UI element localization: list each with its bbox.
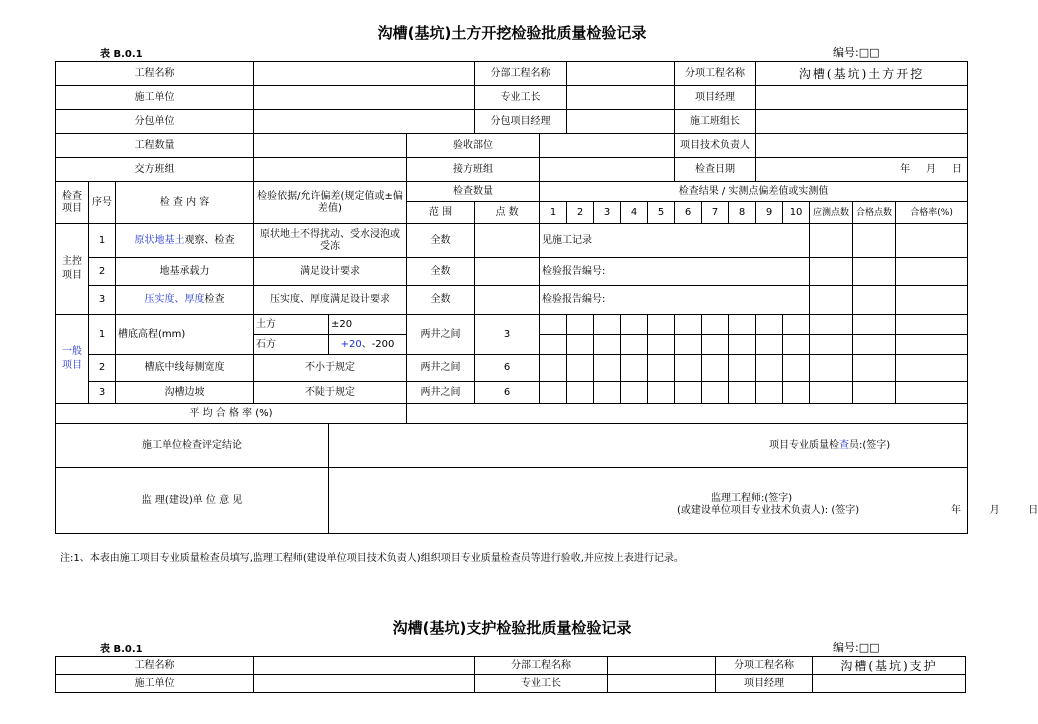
col-num-4: 4 <box>621 202 648 224</box>
result-7[interactable] <box>702 355 729 382</box>
result-2[interactable] <box>567 315 594 335</box>
value-sub-pm[interactable] <box>567 110 675 134</box>
col-qualified: 合格点数 <box>853 202 896 224</box>
content-cell: 地基承载力 <box>116 258 254 286</box>
general-item-row-3 <box>56 382 968 404</box>
general-item-row-1a <box>56 315 968 335</box>
label-team-leader: 施工班组长 <box>675 110 756 134</box>
basis-cell: 不小于规定 <box>254 355 407 382</box>
result-8[interactable] <box>729 335 756 355</box>
record2-form-table <box>55 656 966 693</box>
record2-table-number: 表 B.0.1 <box>100 644 143 655</box>
content-cell: 沟槽边坡 <box>116 382 254 404</box>
record2-title: 沟槽(基坑)支护检验批质量检验记录 <box>392 619 632 637</box>
value-pro-engineer[interactable] <box>567 86 675 110</box>
content-cell: 原状地基土观察、检查 <box>116 224 254 258</box>
rate-cell[interactable] <box>896 335 968 355</box>
range-cell: 两井之间 <box>407 315 475 355</box>
points-cell[interactable] <box>475 258 540 286</box>
avg-pass-rate-value[interactable] <box>407 404 968 424</box>
result-7[interactable] <box>702 315 729 335</box>
points-cell[interactable] <box>475 286 540 315</box>
result-3[interactable] <box>594 355 621 382</box>
qualified-cell[interactable] <box>853 286 896 315</box>
result-6[interactable] <box>675 315 702 335</box>
label-handover-team: 交方班组 <box>56 158 254 182</box>
label-sub-project: 分部工程名称 <box>475 62 567 86</box>
col-seq: 序号 <box>89 182 116 224</box>
basis-cell: 压实度、厚度满足设计要求 <box>254 286 407 315</box>
seq-cell: 2 <box>89 355 116 382</box>
value-team-leader[interactable] <box>756 110 968 134</box>
sign-date: 年 月 日 <box>951 505 1038 516</box>
result-8[interactable] <box>729 382 756 404</box>
qualified-cell[interactable] <box>853 315 896 335</box>
supervisor-opinion-value[interactable] <box>329 468 1038 534</box>
header-row-2 <box>56 86 968 110</box>
result-6[interactable] <box>675 335 702 355</box>
result-9[interactable] <box>756 315 783 335</box>
result-3[interactable] <box>594 335 621 355</box>
result-4[interactable] <box>621 382 648 404</box>
owner-sign: (或建设单位项目专业技术负责人): (签字) <box>677 505 860 516</box>
value-pm[interactable] <box>756 86 968 110</box>
result-cell[interactable]: 检验报告编号: <box>540 286 810 315</box>
table-number: 表 B.0.1 <box>100 49 143 60</box>
result-7[interactable] <box>702 335 729 355</box>
col-check-item: 检查项目 <box>56 182 89 224</box>
label-quantity: 工程数量 <box>56 134 254 158</box>
should-cell[interactable] <box>810 315 853 335</box>
supervisor-opinion-row <box>56 468 968 534</box>
result-9[interactable] <box>756 355 783 382</box>
col-num-10: 10 <box>783 202 810 224</box>
value-pro-engineer[interactable] <box>608 675 716 693</box>
record2-code-label: 编号:□□ <box>833 641 880 654</box>
label-pm: 项目经理 <box>716 675 813 693</box>
col-check-qty: 检查数量 <box>407 182 540 202</box>
result-1[interactable] <box>540 382 567 404</box>
value-project-name[interactable] <box>254 657 475 675</box>
points-cell[interactable] <box>475 224 540 258</box>
general-item-row-2 <box>56 355 968 382</box>
seq-cell: 3 <box>89 382 116 404</box>
col-content: 检 查 内 容 <box>116 182 254 224</box>
value-sub-project[interactable] <box>608 657 716 675</box>
result-cell[interactable]: 见施工记录 <box>540 224 810 258</box>
result-9[interactable] <box>756 335 783 355</box>
header-row-5 <box>56 158 968 182</box>
range-cell: 全数 <box>407 286 475 315</box>
label-pro-engineer: 专业工长 <box>475 86 567 110</box>
record2-row-1 <box>56 657 966 675</box>
qualified-cell[interactable] <box>853 224 896 258</box>
result-5[interactable] <box>648 382 675 404</box>
result-1[interactable] <box>540 355 567 382</box>
should-cell[interactable] <box>810 286 853 315</box>
builder-conclusion-row <box>56 424 968 468</box>
should-cell[interactable] <box>810 382 853 404</box>
label-accept-part: 验收部位 <box>407 134 540 158</box>
seq-cell: 1 <box>89 315 116 355</box>
result-10[interactable] <box>783 382 810 404</box>
col-num-5: 5 <box>648 202 675 224</box>
points-cell: 3 <box>475 315 540 355</box>
range-cell: 两井之间 <box>407 355 475 382</box>
main-item-row-3 <box>56 286 968 315</box>
result-1[interactable] <box>540 335 567 355</box>
builder-conclusion-label: 施工单位检查评定结论 <box>56 424 329 468</box>
seq-cell: 1 <box>89 224 116 258</box>
label-item-project: 分项工程名称 <box>675 62 756 86</box>
points-cell: 6 <box>475 382 540 404</box>
value-handover-team[interactable] <box>254 158 407 182</box>
soil-label: 土方 <box>254 315 329 335</box>
col-range: 范 围 <box>407 202 475 224</box>
range-cell: 全数 <box>407 224 475 258</box>
builder-conclusion-value[interactable]: 项目专业质量检查员:(签字) <box>329 424 968 468</box>
value-pm[interactable] <box>813 675 966 693</box>
date-day: 日 <box>951 163 962 175</box>
range-cell: 全数 <box>407 258 475 286</box>
points-cell: 6 <box>475 355 540 382</box>
main-item-row-1 <box>56 224 968 258</box>
code-label: 编号:□□ <box>833 46 880 59</box>
record2-row-2 <box>56 675 966 693</box>
label-project-name: 工程名称 <box>56 657 254 675</box>
result-2[interactable] <box>567 335 594 355</box>
result-6[interactable] <box>675 355 702 382</box>
qualified-cell[interactable] <box>853 258 896 286</box>
general-group-label: 一般项目 <box>56 315 89 404</box>
result-10[interactable] <box>783 315 810 335</box>
result-cell[interactable]: 检验报告编号: <box>540 258 810 286</box>
result-5[interactable] <box>648 315 675 335</box>
label-builder: 施工单位 <box>56 675 254 693</box>
label-pm: 项目经理 <box>675 86 756 110</box>
result-2[interactable] <box>567 355 594 382</box>
rock-label: 石方 <box>254 335 329 355</box>
header-row-4 <box>56 134 968 158</box>
qualified-cell[interactable] <box>853 382 896 404</box>
result-1[interactable] <box>540 315 567 335</box>
result-10[interactable] <box>783 355 810 382</box>
label-subcontractor: 分包单位 <box>56 110 254 134</box>
label-pro-engineer: 专业工长 <box>475 675 608 693</box>
label-project-name: 工程名称 <box>56 62 254 86</box>
col-results: 检查结果 / 实测点偏差值或实测值 <box>540 182 968 202</box>
result-5[interactable] <box>648 355 675 382</box>
rate-cell[interactable] <box>896 355 968 382</box>
qualified-cell[interactable] <box>853 355 896 382</box>
inspection-form-table <box>55 61 1038 534</box>
col-should-measure: 应测点数 <box>810 202 853 224</box>
result-3[interactable] <box>594 382 621 404</box>
basis-cell: 原状地土不得扰动、受水浸泡或受冻 <box>254 224 407 258</box>
result-10[interactable] <box>783 335 810 355</box>
rate-cell[interactable] <box>896 286 968 315</box>
rate-cell[interactable] <box>896 258 968 286</box>
value-item-project[interactable]: 沟槽(基坑)支护 <box>813 657 966 675</box>
result-3[interactable] <box>594 315 621 335</box>
value-tech-lead[interactable] <box>756 134 968 158</box>
main-item-row-2 <box>56 258 968 286</box>
col-num-3: 3 <box>594 202 621 224</box>
qualified-cell[interactable] <box>853 335 896 355</box>
col-points: 点 数 <box>475 202 540 224</box>
value-sub-project[interactable] <box>567 62 675 86</box>
result-8[interactable] <box>729 355 756 382</box>
result-7[interactable] <box>702 382 729 404</box>
col-num-1: 1 <box>540 202 567 224</box>
value-check-date[interactable] <box>756 158 968 182</box>
result-4[interactable] <box>621 315 648 335</box>
result-9[interactable] <box>756 382 783 404</box>
seq-cell: 2 <box>89 258 116 286</box>
value-receive-team[interactable] <box>540 158 675 182</box>
result-2[interactable] <box>567 382 594 404</box>
value-builder[interactable] <box>254 86 475 110</box>
value-builder[interactable] <box>254 675 475 693</box>
rate-cell[interactable] <box>896 382 968 404</box>
col-pass-rate: 合格率(%) <box>896 202 968 224</box>
footnote: 注:1、本表由施工项目专业质量检查员填写,监理工程师(建设单位项目技术负责人)组织项目专业质量检查员等进行验收,并应按上表进行记录。 <box>60 553 684 564</box>
header-row-1 <box>56 62 968 86</box>
supervisor-sign: 监理工程师:(签字) <box>711 493 793 504</box>
label-receive-team: 接方班组 <box>407 158 540 182</box>
result-6[interactable] <box>675 382 702 404</box>
label-sub-project: 分部工程名称 <box>475 657 608 675</box>
content-cell: 压实度、厚度检查 <box>116 286 254 315</box>
result-5[interactable] <box>648 335 675 355</box>
seq-cell: 3 <box>89 286 116 315</box>
should-cell[interactable] <box>810 258 853 286</box>
date-year: 年 <box>900 163 911 175</box>
value-accept-part[interactable] <box>540 134 675 158</box>
content-cell: 槽底中线每侧宽度 <box>116 355 254 382</box>
label-check-date: 检查日期 <box>675 158 756 182</box>
result-4[interactable] <box>621 355 648 382</box>
label-builder: 施工单位 <box>56 86 254 110</box>
label-tech-lead: 项目技术负责人 <box>675 134 756 158</box>
result-8[interactable] <box>729 315 756 335</box>
col-basis: 检验依据/允许偏差(规定值或±偏差值) <box>254 182 407 224</box>
label-sub-pm: 分包项目经理 <box>475 110 567 134</box>
supervisor-opinion-label: 监 理(建设)单 位 意 见 <box>56 468 329 534</box>
header-row-3 <box>56 110 968 134</box>
record-title: 沟槽(基坑)土方开挖检验批质量检验记录 <box>377 24 647 42</box>
value-quantity[interactable] <box>254 134 407 158</box>
rate-cell[interactable] <box>896 224 968 258</box>
should-cell[interactable] <box>810 224 853 258</box>
basis-cell: 满足设计要求 <box>254 258 407 286</box>
rate-cell[interactable] <box>896 315 968 335</box>
columns-header-row-1 <box>56 182 968 202</box>
avg-pass-rate-label: 平 均 合 格 率 (%) <box>56 404 407 424</box>
label-item-project: 分项工程名称 <box>716 657 813 675</box>
date-month: 月 <box>926 163 937 175</box>
main-group-label: 主控项目 <box>56 224 89 315</box>
value-project-name[interactable] <box>254 62 475 86</box>
value-subcontractor[interactable] <box>254 110 475 134</box>
col-num-7: 7 <box>702 202 729 224</box>
range-cell: 两井之间 <box>407 382 475 404</box>
col-num-2: 2 <box>567 202 594 224</box>
col-num-6: 6 <box>675 202 702 224</box>
col-num-9: 9 <box>756 202 783 224</box>
col-num-8: 8 <box>729 202 756 224</box>
should-cell[interactable] <box>810 335 853 355</box>
result-4[interactable] <box>621 335 648 355</box>
content-cell: 槽底高程(mm) <box>116 315 254 355</box>
value-item-project[interactable]: 沟槽(基坑)土方开挖 <box>756 62 968 86</box>
avg-pass-rate-row <box>56 404 968 424</box>
should-cell[interactable] <box>810 355 853 382</box>
rock-value: +20、-200 <box>329 335 407 355</box>
soil-value: ±20 <box>329 315 407 335</box>
basis-cell: 不陡于规定 <box>254 382 407 404</box>
